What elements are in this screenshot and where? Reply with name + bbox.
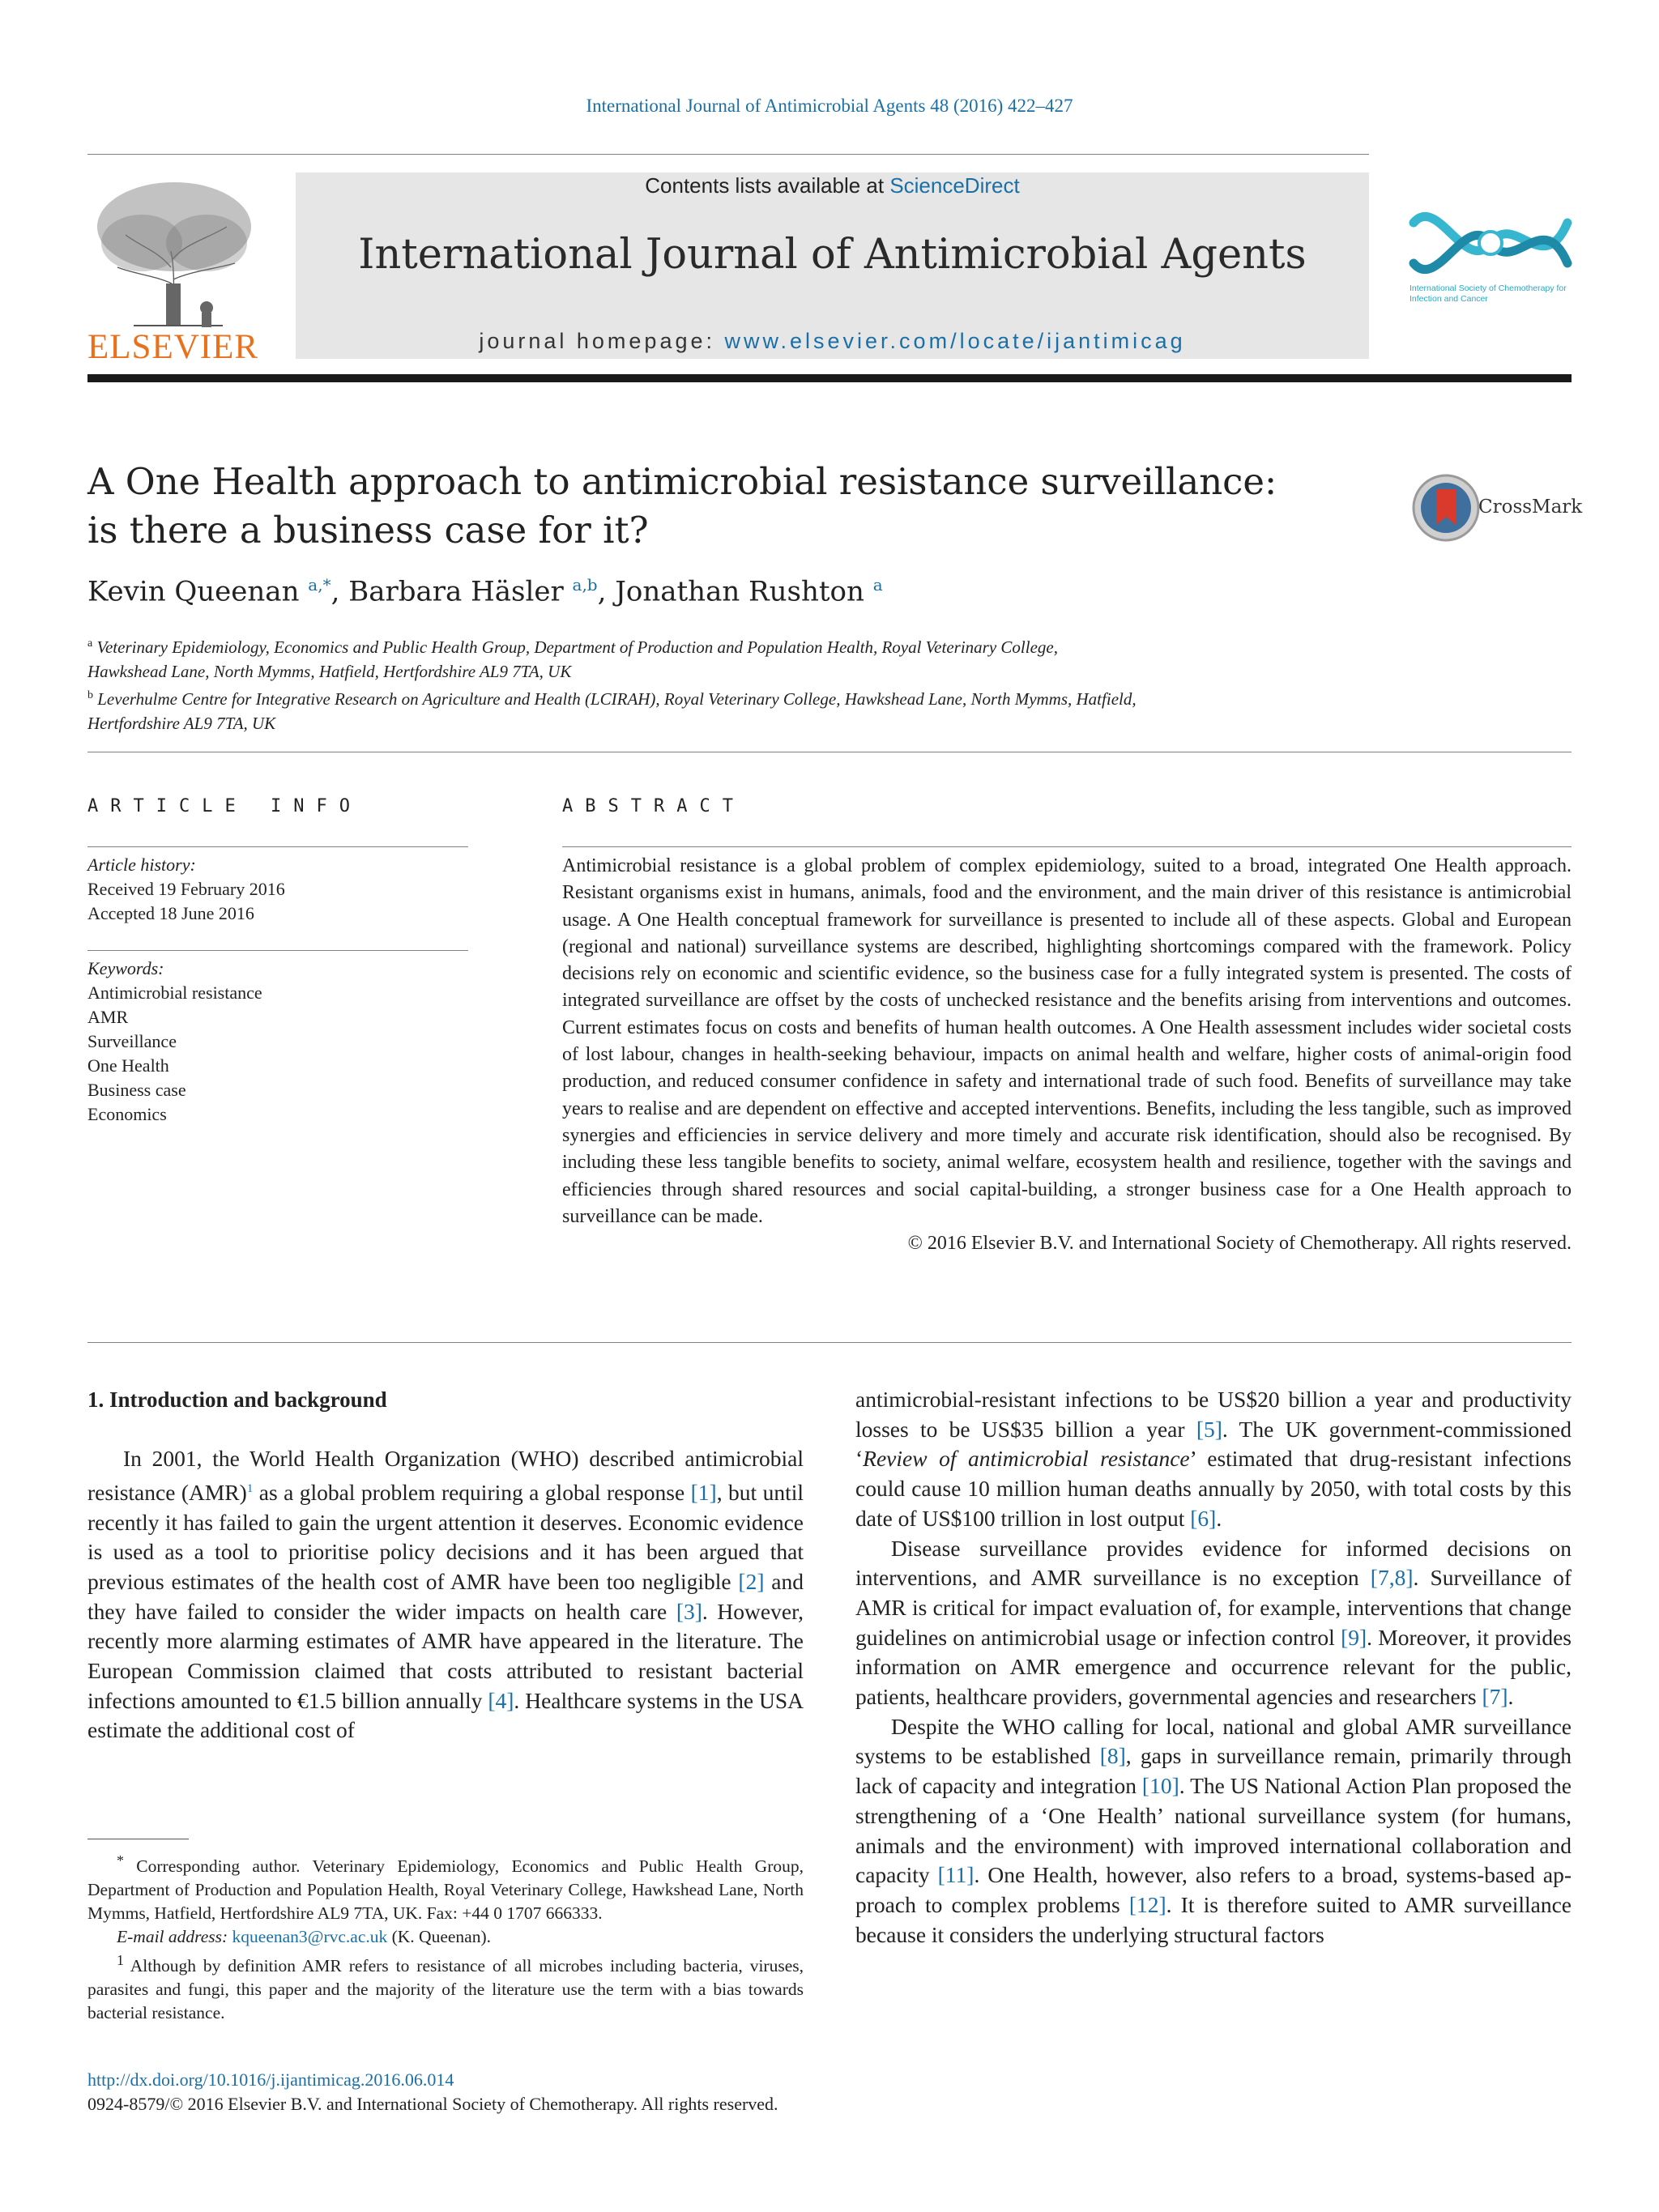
citation-link[interactable]: [2] (738, 1568, 765, 1594)
keywords: Keywords: Antimicrobial resistance AMR Surveillance One Health Business case Economics (87, 957, 468, 1127)
author-list: Kevin Queenan $^{a,*}$, Barbara Häsler $^{a,b}$, Jonathan Rushton $^a$ (87, 575, 883, 608)
email-note: E-mail address: kqueenan3@rvc.ac.uk (K. Queenan). (117, 1927, 492, 1947)
abstract-copyright: © 2016 Elsevier B.V. and International Society of Chemotherapy. All rights reserved. (907, 1233, 1572, 1255)
citation-link[interactable]: [7] (1482, 1684, 1508, 1710)
keyword: Economics (87, 1104, 167, 1124)
header-rule (87, 154, 1369, 155)
email-link[interactable]: kqueenan3@rvc.ac.uk (232, 1927, 388, 1947)
citation-link[interactable]: [12] (1128, 1891, 1166, 1917)
accepted-date: Accepted 18 June 2016 (87, 903, 254, 923)
doi-link[interactable]: http://dx.doi.org/10.1016/j.ijantimicag.2016.06.014 (87, 2069, 454, 2090)
elsevier-wordmark: ELSEVIER (87, 328, 259, 366)
keyword: One Health (87, 1055, 169, 1076)
citation-link[interactable]: [3] (676, 1598, 702, 1624)
citation-link[interactable]: [5] (1196, 1416, 1222, 1442)
citation-link[interactable]: [9] (1341, 1624, 1367, 1650)
abstract-heading: ABSTRACT (562, 796, 745, 816)
body-column-right (855, 1385, 1572, 1950)
keyword: Surveillance (87, 1031, 177, 1051)
article-history: Article history: Received 19 February 2016 Accepted 18 June 2016 (87, 853, 468, 926)
affiliation-cont: Hawkshead Lane, North Mymms, Hatfield, Hertfordshire AL9 7TA, UK (87, 662, 572, 681)
citation-link[interactable]: [10] (1141, 1773, 1179, 1799)
affiliation: $^b$ Leverhulme Centre for Integrative Research on Agriculture and Health (LCIRAH), Royal Veterinary College, Hawkshead Lane, North Mymms, Hatfield, (87, 689, 1137, 709)
footnote-1: $^1$ Although by definition AMR refers to resistance of all microbes including bacteria, viruses, parasites and fungi, this paper and the majority of the literature use the term with a bias towards bacterial resistance. (87, 1952, 804, 2023)
affiliation-cont: Hertfordshire AL9 7TA, UK (87, 714, 276, 733)
affiliation: $^a$ Veterinary Epidemiology, Economics and Public Health Group, Department of Production and Population Health, Royal Veterinary College, (87, 637, 1058, 657)
masthead-thick-rule (87, 374, 1572, 382)
issn-line: 0924-8579/© 2016 Elsevier B.V. and International Society of Chemotherapy. All rights reserved. (87, 2094, 778, 2114)
footnote-ref[interactable]: 1 (246, 1481, 254, 1495)
doi-footer (87, 2068, 778, 2116)
article-info-rule (87, 846, 468, 847)
affiliations (87, 632, 1400, 735)
crossmark-icon[interactable] (1410, 471, 1482, 544)
author-affil-mark[interactable]: a,* (308, 575, 331, 595)
citation-link[interactable]: [7,8] (1370, 1565, 1414, 1591)
sciencedirect-link[interactable]: ScienceDirect (889, 173, 1020, 198)
article-title (87, 458, 1384, 555)
section-heading: 1. Introduction and background (87, 1387, 387, 1412)
homepage-link[interactable]: www.elsevier.com/locate/ijantimicag (724, 329, 1186, 353)
running-head[interactable]: International Journal of Antimicrobial Agents 48 (2016) 422–427 (586, 96, 1073, 116)
author-affil-mark[interactable]: a (872, 575, 883, 595)
abstract-text: Antimicrobial resistance is a global problem of complex epidemiology, suited to a broad, integrated One Health approach. Resistant organisms exist in humans, animals, food and the environment, and the main driver of this resistance is antimicrobial usage. A One Health conceptual framework for surveillance is presented to include all of these aspects. Global and European (regional and national) surveillance systems are described, highlighting shortcomings compared with the framework. Policy decisions rely on economic and scientific evidence, so the business case for a fully integrated system is presented. The costs of integrated surveillance are offset by the costs of unchecked resistance and the benefits arising from interventions and outcomes. Current estimates focus on costs and benefits of human health outcomes. A One Health assessment includes wider societal costs of lost labour, changes in health-seeking behaviour, impacts on animal health and welfare, higher costs of animal-origin food production, and reduced consumer confidence in safety and international trade of such food. Benefits of surveillance may take years to realise and are dependent on effective and accepted interventions. Benefits, including the less tangible, such as improved synergies and efficiencies in service delivery and more timely and accurate risk identification, should also be recognised. By including these less tangible benefits to society, animal welfare, ecosystem health and resilience, together with the savings and efficiencies through shared resources and social capital-building, a stronger business case for a One Health approach to surveillance can be made. (562, 855, 1572, 1227)
contents-line: Contents lists available at ScienceDirect (645, 173, 1020, 198)
keywords-rule (87, 950, 468, 951)
abstract-rule (562, 846, 1572, 847)
crossmark-label[interactable]: CrossMark (1478, 497, 1583, 518)
body-paragraph: Disease surveillance provides evidence for informed decisions on interventions, and AMR surveillance is no exception [7,8]. Surveillance of AMR is critical for impact evaluation of, for example, interventions that change guidelines on antimicrobial usage or infection control [9]. Moreover, it provides information on AMR emergence and occurrence relevant for the public, patients, healthcare providers, governmental agencies and researchers [7]. (855, 1535, 1572, 1710)
citation-link[interactable]: [8] (1099, 1743, 1126, 1769)
body-paragraph: Despite the WHO calling for local, national and global AMR surveillance systems to be established [8], gaps in surveillance remain, primarily through lack of capacity and integration [10]. The US National Action Plan proposed the strengthening of a ‘One Health’ national surveillance system (for humans, animals and the environment) with improved international collaboration and capacity [11]. One Health, however, also refers to a broad, systems-based approach to complex problems [12]. It is therefore suited to AMR surveillance because it considers the underlying structural factors (855, 1713, 1572, 1947)
title-line-2: is there a business case for it? (87, 509, 649, 552)
author-name: Kevin Queenan (87, 575, 300, 608)
corresponding-author-note: * Corresponding author. Veterinary Epidemiology, Economics and Public Health Group, Department of Production and Population Health, Royal Veterinary College, Hawkshead Lane, North Mymms, Hatfield, Hertfordshire AL9 7TA, UK. Fax: +44 0 1707 666333. (87, 1852, 804, 1924)
title-line-1: A One Health approach to antimicrobial resistance surveillance: (87, 460, 1277, 503)
journal-name: International Journal of Antimicrobial Agents (358, 231, 1307, 279)
isc-society-logo (1405, 198, 1576, 283)
footnotes (87, 1849, 804, 2025)
keyword: Business case (87, 1080, 186, 1100)
citation-link[interactable]: [11] (937, 1862, 975, 1888)
author-affil-mark[interactable]: a,b (572, 575, 598, 595)
body-paragraph: antimicrobial-resistant infections to be US$20 billion a year and productivity losses to be US$35 billion a year [5]. The UK government-commissioned ‘Review of antimicrobial resistance’ estimated that drug-resistant infections could cause 10 million human deaths annually by 2050, with total costs by this date of US$100 trillion in lost output [6]. (855, 1387, 1572, 1531)
abstract-bottom-rule (87, 1342, 1572, 1343)
keyword: AMR (87, 1007, 129, 1027)
article-info-heading: ARTICLE INFO (87, 796, 362, 816)
received-date: Received 19 February 2016 (87, 879, 285, 899)
abstract-body (562, 853, 1572, 1257)
homepage-line: journal homepage: www.elsevier.com/locate/ijantimicag (479, 329, 1186, 353)
author-name: Jonathan Rushton (615, 575, 864, 608)
citation-link[interactable]: [4] (488, 1687, 514, 1713)
citation-link[interactable]: [6] (1190, 1505, 1217, 1531)
author-name: Barbara Häsler (348, 575, 564, 608)
citation-link[interactable]: [1] (690, 1479, 717, 1505)
body-paragraph: In 2001, the World Health Organization (WHO) described antimicrobial resistance (AMR)$^1$ as a global problem requiring a global response [1], but until recently it has failed to gain the urgent attention it deserves. Economic evidence is used as a tool to prioritise policy decisions and it has been argued that previous estimates of the health cost of AMR have been too negligible [2] and they have failed to consider the wider impacts on health care [3]. However, recently more alarming estimates of AMR have appeared in the literature. The European Commission claimed that costs attributed to resistant bacterial infections amounted to €1.5 billion annually [4]. Healthcare systems in the USA estimate the additional cost of (87, 1446, 804, 1743)
keyword: Antimicrobial resistance (87, 982, 262, 1003)
body-column-left (87, 1444, 804, 1745)
isc-caption: International Society of Chemotherapy for Infection and Cancer (1410, 283, 1567, 304)
